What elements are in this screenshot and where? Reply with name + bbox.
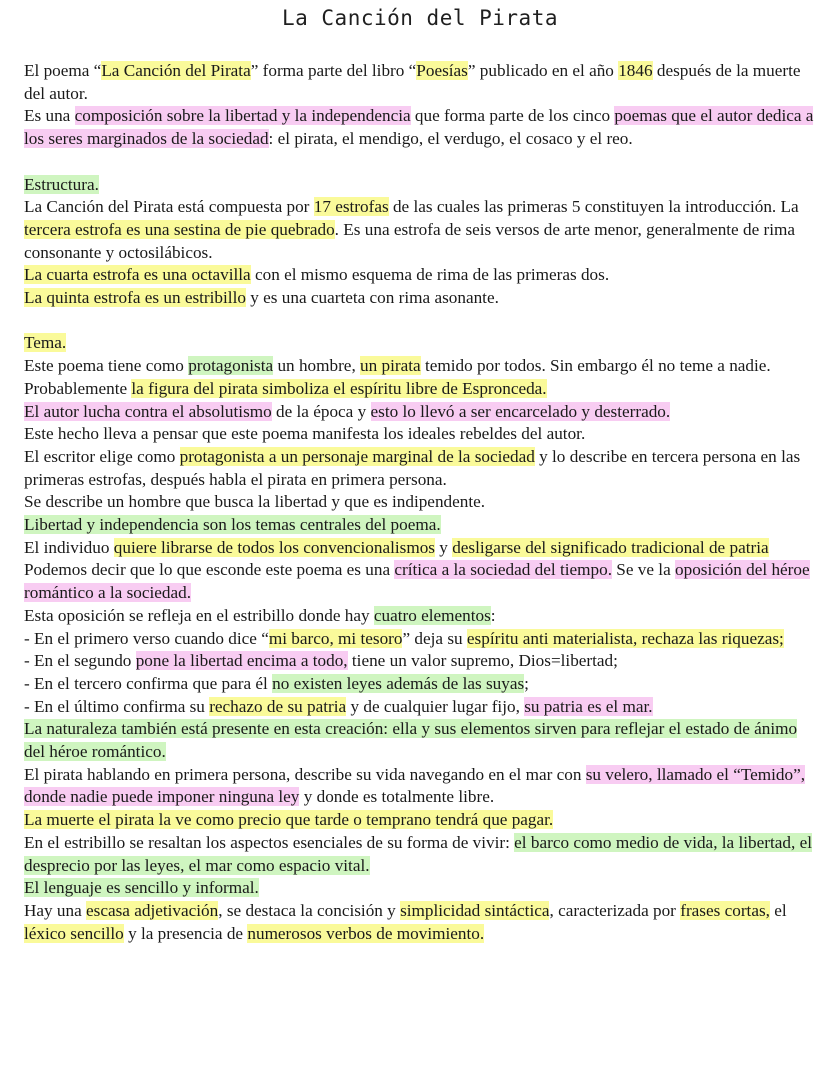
highlighted-text: La muerte el pirata la ve como precio que tarde o temprano tendrá que pagar. [24,810,554,830]
highlighted-text: protagonista [188,356,274,376]
text-segment: temido por todos. Sin embargo él no teme a nadie. Probablemente [24,356,771,398]
highlighted-text: Poesías [416,61,468,80]
text-segment: El escritor elige como [24,446,180,466]
highlighted-text: La cuarta estrofa es una octavilla [24,265,251,285]
text-segment: . Es una estrofa de seis versos de arte menor, generalmente de rima consonante y octosilábicos. [24,219,795,262]
text-segment: El individuo [24,537,114,557]
text-segment: tiene un valor supremo, Dios=libertad; [347,651,618,671]
highlighted-text: espíritu anti materialista, rechaza las riquezas; [466,628,784,648]
highlighted-text: El lenguaje es sencillo y informal. [24,878,259,898]
highlighted-text: poemas que el autor dedica a los seres marginados de la sociedad [24,106,814,149]
text-segment: Podemos decir que lo que esconde este poema es una [24,560,395,580]
paragraph [24,809,816,832]
text-segment: Hay una [24,900,87,920]
paragraph [24,718,816,763]
text-segment: y es una cuarteta con rima asonante. [245,288,499,308]
paragraph [24,673,816,696]
paragraph [24,764,816,809]
text-segment: ” deja su [402,628,467,648]
text-segment: - En el segundo [24,651,136,671]
text-segment: de las cuales las primeras 5 constituyen la introducción. La [388,197,799,217]
paragraph [24,332,816,355]
text-segment: - En el último confirma su [24,696,210,716]
page-title: La Canción del Pirata [281,6,558,30]
paragraph [24,628,816,651]
highlighted-text: rechazo de su patria [209,696,347,716]
highlighted-text: tercera estrofa es una sestina de pie quebrado [24,219,335,239]
paragraph [24,423,816,446]
paragraph [24,514,816,537]
highlighted-text: la figura del pirata simboliza el espíritu libre de Espronceda. [131,378,547,398]
paragraph [24,877,816,900]
text-segment: : el pirata, el mendigo, el verdugo, el cosaco y el reo. [268,129,633,149]
document-body [24,60,816,945]
paragraph [24,650,816,673]
text-segment: que forma parte de los cinco [410,106,615,126]
paragraph [24,287,816,310]
highlighted-text: mi barco, mi tesoro [268,628,403,648]
highlighted-text: Libertad y independencia son los temas centrales del poema. [24,515,441,535]
highlighted-text: La Canción del Pirata [101,61,251,80]
highlighted-text: cuatro elementos [373,605,491,625]
text-segment: el [769,900,787,920]
paragraph [24,174,816,197]
highlighted-text: crítica a la sociedad del tiempo. [394,560,612,580]
paragraph [24,491,816,514]
paragraph [24,105,816,150]
highlighted-text: no existen leyes además de las suyas [272,673,525,693]
paragraph [24,401,816,424]
text-segment: después de la muerte del autor. [24,61,801,103]
paragraph [24,832,816,877]
highlighted-text: escasa adjetivación [86,900,219,920]
text-segment: y lo describe en tercera persona en las primeras estrofas, después habla el pirata en primera persona. [24,446,801,489]
text-segment: Este hecho lleva a pensar que este poema manifesta los ideales rebeldes del autor. [24,424,586,444]
highlighted-text: numerosos verbos de movimiento. [247,923,485,943]
highlighted-text: La quinta estrofa es un estribillo [24,288,246,308]
text-segment: , se destaca la concisión y [218,900,401,920]
highlighted-text: un pirata [360,356,421,376]
highlighted-text: composición sobre la libertad y la independencia [74,106,411,126]
text-segment: El poema “ [24,61,102,80]
text-segment: - En el primero verso cuando dice “ [24,628,269,648]
paragraph [24,559,816,604]
text-segment: Se describe un hombre que busca la libertad y que es indipendente. [24,492,486,512]
highlighted-text: El autor lucha contra el absolutismo [24,401,272,421]
text-segment: Este poema tiene como [24,356,189,376]
paragraph-gap [24,151,816,174]
highlighted-text: protagonista a un personaje marginal de la sociedad [179,446,535,466]
highlighted-text: Estructura. [24,174,99,194]
highlighted-text: oposición del héroe romántico a la sociedad. [24,560,810,603]
highlighted-text: léxico sencillo [24,923,124,943]
text-segment: con el mismo esquema de rima de las primeras dos. [250,265,610,285]
text-segment: - En el tercero confirma que para él [24,673,273,693]
paragraph-gap [24,310,816,333]
highlighted-text: simplicidad sintáctica [400,900,550,920]
paragraph [24,605,816,628]
text-segment: , caracterizada por [549,900,681,920]
text-segment: En el estribillo se resaltan los aspectos esenciales de su forma de vivir: [24,832,515,852]
text-segment: : [490,605,496,625]
highlighted-text: desligarse del significado tradicional de patria [452,537,769,557]
highlighted-text: quiere librarse de todos los convencionalismos [113,537,435,557]
text-segment: y [435,537,453,557]
paragraph [24,264,816,287]
paragraph [24,196,816,264]
highlighted-text: su patria es el mar. [524,696,653,716]
highlighted-text: el barco como medio de vida, la libertad, el desprecio por las leyes, el mar como espacio vital. [24,832,812,875]
paragraph [24,60,816,105]
text-segment: La Canción del Pirata está compuesta por [24,197,314,217]
highlighted-text: esto lo llevó a ser encarcelado y desterrado. [370,401,671,421]
text-segment: ; [524,673,529,693]
highlighted-text: La naturaleza también está presente en esta creación: ella y sus elementos [24,719,535,739]
text-segment: ” forma parte del libro “ [250,61,417,80]
text-segment: y donde es totalmente libre. [299,787,495,807]
paragraph [24,537,816,560]
text-segment: ” publicado en el año [467,61,619,80]
paragraph [24,696,816,719]
text-segment: Es una [24,106,75,126]
paragraph [24,900,816,945]
highlighted-text: pone la libertad encima a todo, [135,651,348,671]
highlighted-text: su velero, llamado el “Temido”, donde nadie puede imponer ninguna ley [24,764,806,807]
text-segment: y la presencia de [123,923,248,943]
highlighted-text: Tema. [24,333,67,353]
text-segment: Esta oposición se refleja en el estribillo donde hay [24,605,374,625]
highlighted-text: 17 estrofas [313,197,389,217]
text-segment: de la época y [271,401,371,421]
highlighted-text: sirven para reflejar el estado de ánimo del héroe romántico. [24,719,798,762]
highlighted-text: 1846 [618,61,653,80]
text-segment: Se ve la [612,560,676,580]
paragraph [24,446,816,491]
text-segment: un hombre, [273,356,361,376]
text-segment: y de cualquier lugar fijo, [346,696,525,716]
paragraph [24,355,816,400]
highlighted-text: frases cortas, [680,900,770,920]
text-segment: El pirata hablando en primera persona, describe su vida navegando en el mar con [24,764,586,784]
